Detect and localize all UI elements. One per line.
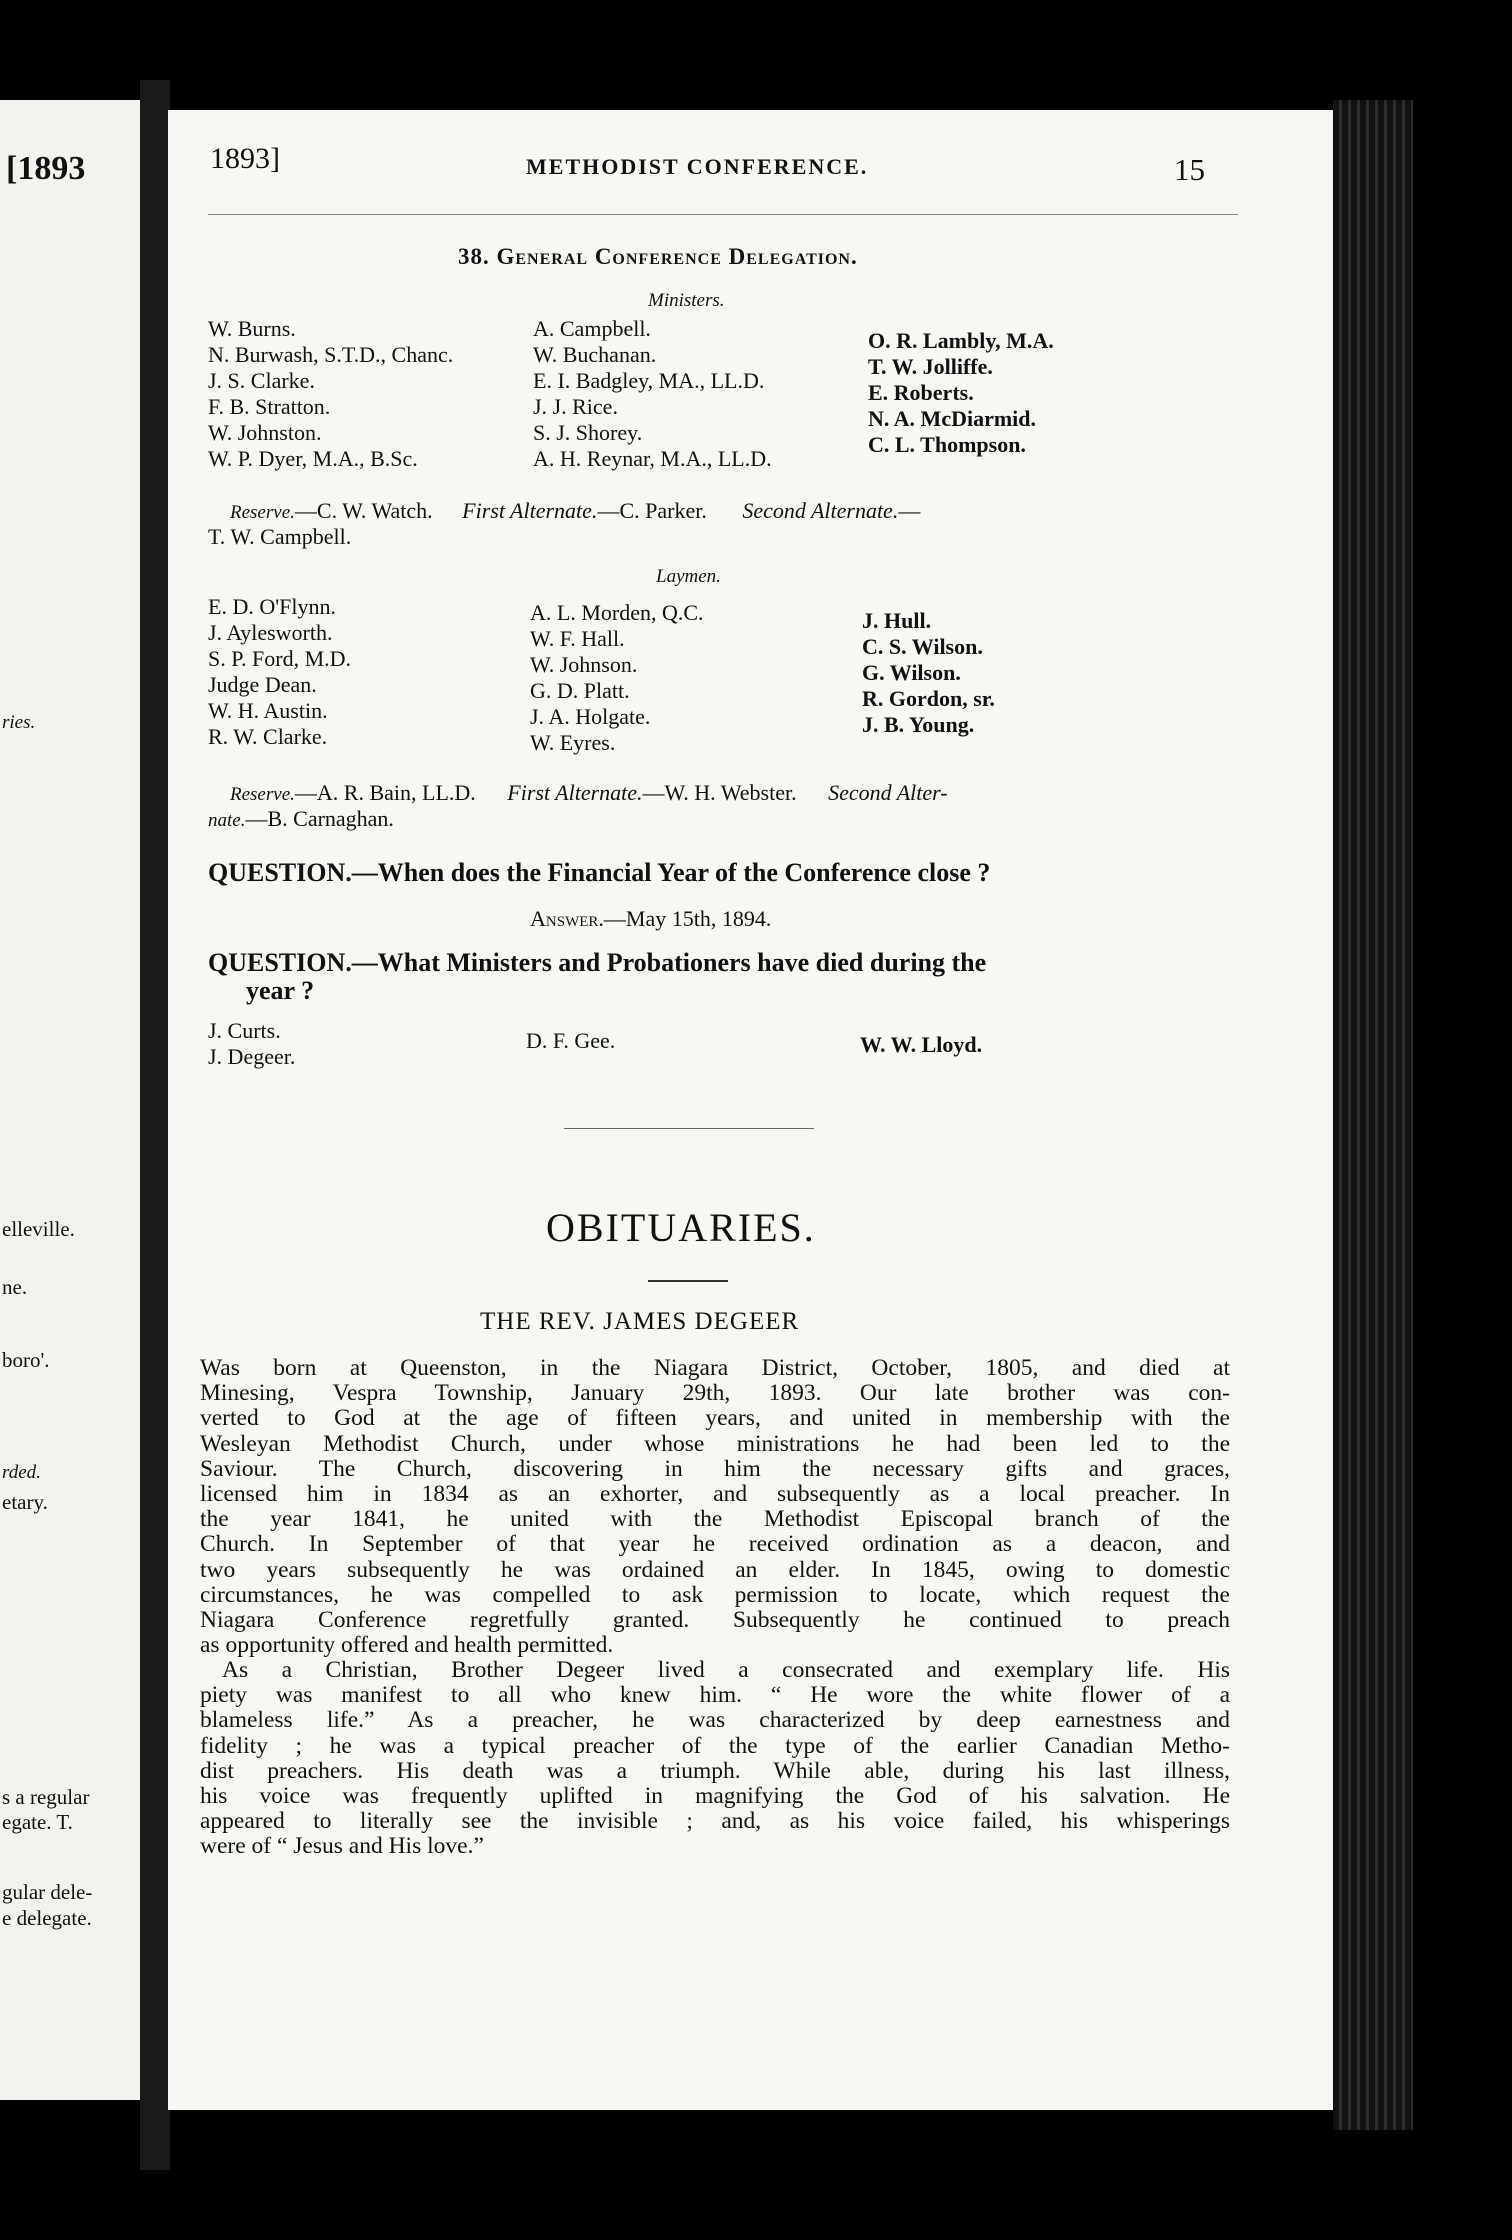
obituary-line: piety was manifest to all who knew him. “ He wore the white flower of a [200,1682,1230,1709]
laymen-col-1 [208,594,351,750]
obituary-line: fidelity ; he was a typical preacher of the type of the earlier Canadian Metho- [200,1732,1230,1759]
obituary-line: As a Christian, Brother Degeer lived a consecrated and exemplary life. His [222,1657,1230,1683]
left-fragment: s a regular [2,1785,90,1809]
header-title: METHODIST CONFERENCE. [526,154,869,179]
left-fragment: egate. T. [2,1810,73,1834]
minister-name: W. Johnston. [208,420,322,445]
header-rule [208,214,1238,215]
layman-name: J. A. Holgate. [530,704,651,729]
section-heading: 38. General Conference Delegation. [458,244,858,269]
layman-name: R. Gordon, sr. [862,686,996,711]
page-number: 15 [1174,152,1205,187]
layman-name: R. W. Clarke. [208,724,328,749]
deceased-name: D. F. Gee. [526,1028,616,1053]
first-alternate-name: —W. H. Webster. [642,780,797,805]
layman-name: W. Johnson. [530,652,638,677]
obituary-line: Saviour. The Church, discovering in him the necessary gifts and graces, [200,1455,1230,1482]
minister-name: N. Burwash, S.T.D., Chanc. [208,342,454,367]
ministers-col-2 [533,316,772,472]
ministers-col-1 [208,316,453,472]
second-alternate-name: T. W. Campbell. [208,524,352,549]
book-page [168,110,1333,2110]
left-page-fragment [0,100,150,2100]
answer-text: —May 15th, 1894. [603,906,772,931]
layman-name: A. L. Morden, Q.C. [530,600,704,625]
laymen-label: Laymen. [656,566,721,587]
deceased-name: J. Degeer. [208,1044,296,1069]
obituary-line: his voice was frequently uplifted in magnifying the God of his salvation. He [200,1783,1230,1810]
obituary-line: Minesing, Vespra Township, January 29th, 1893. Our late brother was con- [200,1380,1230,1407]
obituaries-rule [648,1280,728,1282]
obituary-line: licensed him in 1834 as an exhorter, and subsequently as a local preacher. In [200,1481,1230,1508]
layman-name: C. S. Wilson. [862,634,983,659]
left-fragment: e delegate. [2,1906,92,1930]
obituary-line: were of “ Jesus and His love.” [200,1833,484,1860]
second-alternate-label: Second Alternate. [742,498,899,523]
question-deaths [208,948,986,978]
left-fragment: ries. [2,712,36,733]
question-label: QUESTION. [208,948,352,977]
layman-name: G. Wilson. [862,660,961,685]
layman-name: W. Eyres. [530,730,616,755]
question-financial-year [208,858,990,888]
second-alternate-name: —B. Carnaghan. [245,806,394,831]
minister-name: J. J. Rice. [533,394,618,419]
laymen-col-3 [862,608,995,738]
obituary-paragraph-2 [200,1658,1230,1860]
layman-name: G. D. Platt. [530,678,630,703]
reserve-name: —C. W. Watch. [294,498,433,523]
minister-name: W. Burns. [208,316,296,341]
minister-name: W. P. Dyer, M.A., B.Sc. [208,446,418,471]
left-running-head: [1893 [6,150,86,187]
page-edges [1333,100,1413,2130]
deceased-col-2 [526,1028,615,1054]
obituary-line: Niagara Conference regretfully granted. Subsequently he continued to preach [200,1607,1230,1634]
left-fragment: gular dele- [2,1880,93,1904]
header-year: 1893] [210,142,280,175]
obituary-line: as opportunity offered and health permitted. [200,1632,614,1659]
obituary-line: the year 1841, he united with the Methodist Episcopal branch of the [200,1506,1230,1533]
minister-name: E. I. Badgley, MA., LL.D. [533,368,765,393]
layman-name: E. D. O'Flynn. [208,594,337,619]
layman-name: J. B. Young. [862,712,975,737]
minister-name: N. A. McDiarmid. [868,406,1037,431]
minister-name: A. Campbell. [533,316,651,341]
obituary-line: appeared to literally see the invisible ; and, as his voice failed, his whisperings [200,1808,1230,1835]
obituary-line: two years subsequently he was ordained an elder. In 1845, owing to domestic [200,1556,1230,1583]
laymen-reserve-line [208,780,948,806]
left-fragment: boro'. [2,1348,50,1372]
question-text: —What Ministers and Probationers have died during the [351,948,987,977]
obituary-line: verted to God at the age of fifteen years, and united in membership with the [200,1405,1230,1432]
layman-name: J. Aylesworth. [208,620,333,645]
second-alternate-label: Second Alter- [828,780,948,805]
obituary-line: circumstances, he was compelled to ask permission to locate, which request the [200,1581,1230,1608]
minister-name: O. R. Lambly, M.A. [868,328,1054,353]
layman-name: S. P. Ford, M.D. [208,646,352,671]
obituary-line: Wesleyan Methodist Church, under whose ministrations he had been led to the [200,1430,1230,1457]
question-text: —When does the Financial Year of the Conference close ? [351,858,991,887]
obituary-line: Was born at Queenston, in the Niagara District, October, 1805, and died at [200,1355,1230,1381]
deceased-name: W. W. Lloyd. [860,1032,983,1057]
answer-line [530,906,771,932]
left-fragment: elleville. [2,1217,75,1241]
ministers-col-3 [868,328,1054,458]
deceased-name: J. Curts. [208,1018,281,1043]
minister-name: S. J. Shorey. [533,420,643,445]
first-alternate-label: First Alternate. [462,498,598,523]
minister-name: C. L. Thompson. [868,432,1026,457]
layman-name: W. H. Austin. [208,698,328,723]
first-alternate-name: —C. Parker. [597,498,707,523]
obituary-line: Church. In September of that year he received ordination as a deacon, and [200,1531,1230,1558]
minister-name: T. W. Jolliffe. [868,354,993,379]
answer-label: Answer. [530,906,604,931]
reserve-label: Reserve. [230,784,295,805]
layman-name: Judge Dean. [208,672,317,697]
reserve-name: —A. R. Bain, LL.D. [294,780,476,805]
left-fragment: rded. [2,1462,41,1483]
question-label: QUESTION. [208,858,352,887]
section-divider [564,1128,814,1129]
minister-name: W. Buchanan. [533,342,657,367]
minister-name: J. S. Clarke. [208,368,315,393]
minister-name: E. Roberts. [868,380,974,405]
obituary-line: blameless life.” As a preacher, he was characterized by deep earnestness and [200,1707,1230,1734]
layman-name: W. F. Hall. [530,626,625,651]
ministers-reserve-line [208,498,920,524]
question-deaths-cont: year ? [246,976,315,1005]
first-alternate-label: First Alternate. [507,780,643,805]
second-alternate-dash: — [898,498,921,523]
minister-name: F. B. Stratton. [208,394,331,419]
second-alternate-label-cont: nate. [208,810,246,831]
laymen-col-2 [530,600,704,756]
obituary-line: dist preachers. His death was a triumph. While able, during his last illness, [200,1757,1230,1784]
reserve-label: Reserve. [230,502,295,523]
deceased-col-1 [208,1018,295,1070]
laymen-second-alternate-line [208,806,394,832]
left-fragment: etary. [2,1490,48,1514]
obituary-paragraph-1 [200,1356,1230,1658]
ministers-label: Ministers. [648,290,725,311]
layman-name: J. Hull. [862,608,932,633]
book-spine [140,80,170,2170]
obituary-subject: THE REV. JAMES DEGEER [480,1308,800,1335]
obituaries-heading: OBITUARIES. [546,1205,816,1250]
deceased-col-3 [860,1032,982,1058]
left-fragment: ne. [2,1275,28,1299]
minister-name: A. H. Reynar, M.A., LL.D. [533,446,772,471]
